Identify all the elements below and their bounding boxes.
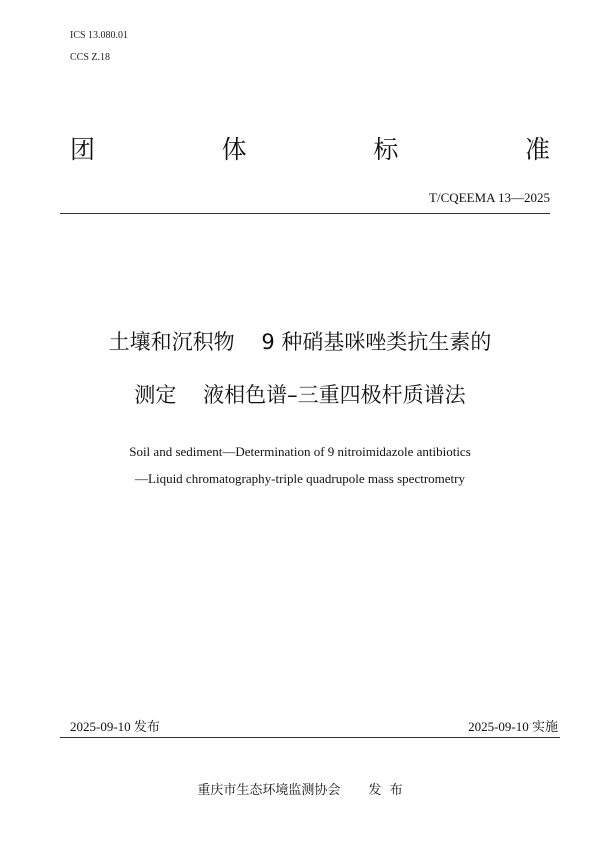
- standard-type-char: 团: [70, 135, 96, 164]
- publisher-name: 重庆市生态环境监测协会: [197, 783, 341, 798]
- english-title-line-1: Soil and sediment—Determination of 9 nitroimidazole antibiotics: [129, 444, 471, 459]
- standard-type-char: 准: [524, 135, 550, 164]
- chinese-title-line-1: 土壤和沉积物 9 种硝基咪唑类抗生素的: [108, 330, 492, 354]
- standard-type-char: 标: [373, 135, 399, 164]
- standard-type-char: 体: [221, 135, 247, 164]
- header-divider: [60, 213, 550, 214]
- footer-divider: [60, 737, 560, 738]
- chinese-title-line-2: 测定 液相色谱–三重四极杆质谱法: [134, 383, 466, 407]
- issue-date: 2025-09-10 发布: [70, 719, 160, 734]
- implementation-date: 2025-09-10 实施: [468, 719, 558, 734]
- english-title-line-2: —Liquid chromatography-triple quadrupole mass spectrometry: [135, 471, 465, 486]
- ccs-code: CCS Z.18: [70, 52, 111, 63]
- standard-type-heading: [70, 130, 550, 166]
- publisher-action: 发 布: [368, 783, 403, 798]
- publisher-line: [0, 779, 600, 798]
- ics-code: ICS 13.080.01: [70, 30, 129, 41]
- standard-number: T/CQEEMA 13—2025: [429, 190, 550, 205]
